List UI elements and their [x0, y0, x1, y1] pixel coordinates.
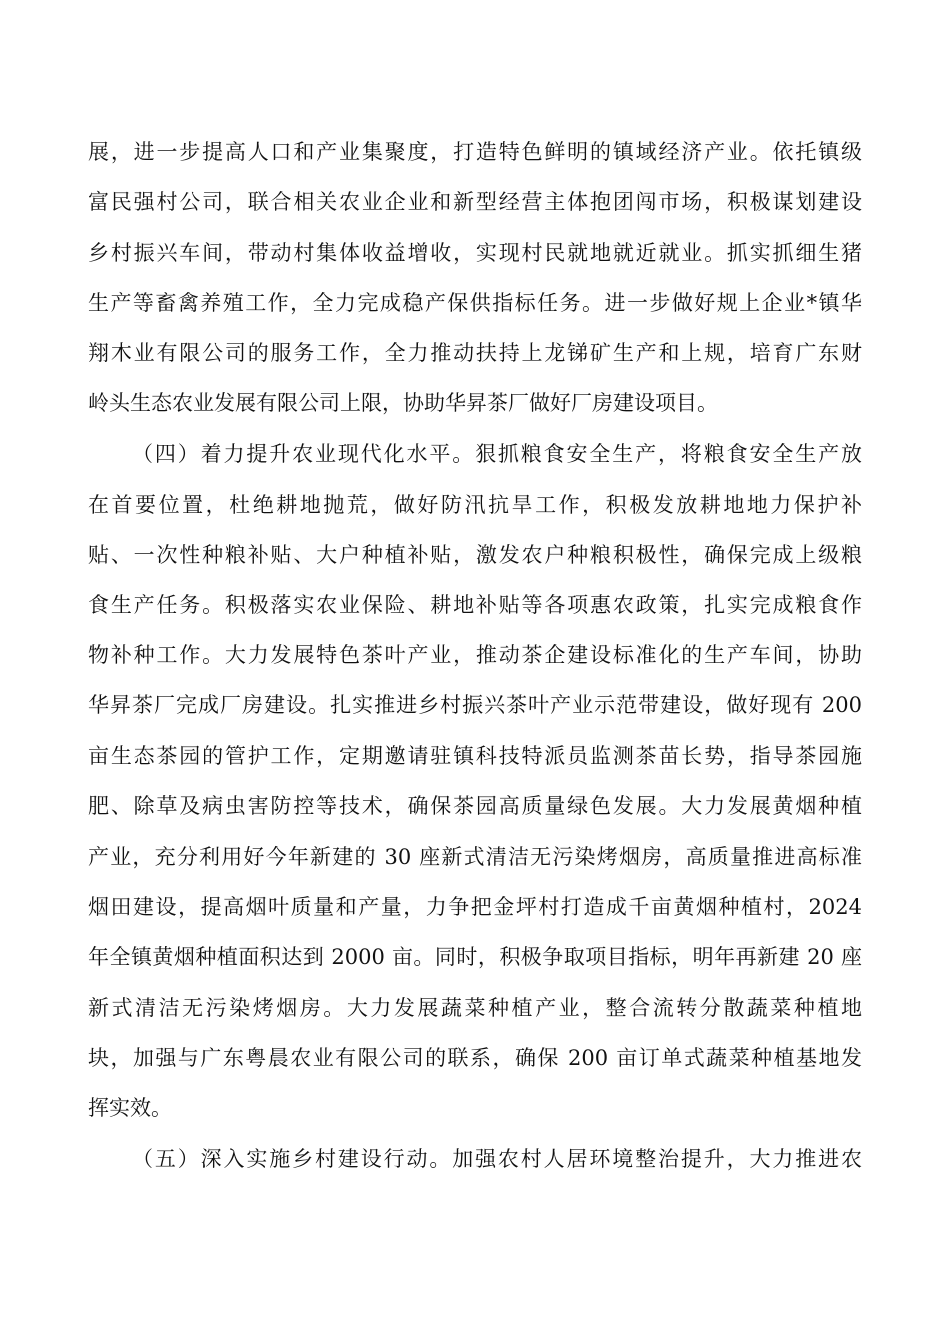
text-line: 岭头生态农业发展有限公司上限，协助华昇茶厂做好厂房建设项目。: [88, 391, 718, 415]
paragraph-heading-line: （五）深入实施乡村建设行动。加强农村人居环境整治提升，大力推进农: [132, 1147, 862, 1171]
text-line: 物补种工作。大力发展特色茶叶产业，推动茶企建设标准化的生产车间，协助: [88, 643, 862, 667]
text-line: 新式清洁无污染烤烟房。大力发展蔬菜种植产业，整合流转分散蔬菜种植地: [88, 996, 862, 1020]
text-line: 肥、除草及病虫害防控等技术，确保茶园高质量绿色发展。大力发展黄烟种植: [88, 794, 862, 818]
text-line: 烟田建设，提高烟叶质量和产量，力争把金坪村打造成千亩黄烟种植村，2024: [88, 895, 862, 919]
text-line: 块，加强与广东粤晨农业有限公司的联系，确保 200 亩订单式蔬菜种植基地发: [88, 1046, 862, 1070]
text-line: 年全镇黄烟种植面积达到 2000 亩。同时，积极争取项目指标，明年再新建 20 座: [88, 945, 862, 969]
text-line: 翔木业有限公司的服务工作，全力推动扶持上龙锑矿生产和上规，培育广东财: [88, 341, 862, 365]
text-line: 贴、一次性种粮补贴、大户种植补贴，激发农户种粮积极性，确保完成上级粮: [88, 543, 862, 567]
text-line: 产业，充分利用好今年新建的 30 座新式清洁无污染烤烟房，高质量推进高标准: [88, 845, 862, 869]
text-line: 展，进一步提高人口和产业集聚度，打造特色鲜明的镇域经济产业。依托镇级: [88, 140, 862, 164]
text-line: 乡村振兴车间，带动村集体收益增收，实现村民就地就近就业。抓实抓细生猪: [88, 241, 862, 265]
text-line: 在首要位置，杜绝耕地抛荒，做好防汛抗旱工作，积极发放耕地地力保护补: [88, 493, 862, 517]
paragraph-heading-line: （四）着力提升农业现代化水平。狠抓粮食安全生产，将粮食安全生产放: [132, 442, 862, 466]
text-line: 挥实效。: [88, 1096, 172, 1120]
text-line: 富民强村公司，联合相关农业企业和新型经营主体抱团闯市场，积极谋划建设: [88, 190, 862, 214]
text-line: 食生产任务。积极落实农业保险、耕地补贴等各项惠农政策，扎实完成粮食作: [88, 593, 862, 617]
text-line: 华昇茶厂完成厂房建设。扎实推进乡村振兴茶叶产业示范带建设，做好现有 200: [88, 693, 862, 717]
text-line: 亩生态茶园的管护工作，定期邀请驻镇科技特派员监测茶苗长势，指导茶园施: [88, 744, 862, 768]
text-line: 生产等畜禽养殖工作，全力完成稳产保供指标任务。进一步做好规上企业*镇华: [88, 291, 862, 315]
